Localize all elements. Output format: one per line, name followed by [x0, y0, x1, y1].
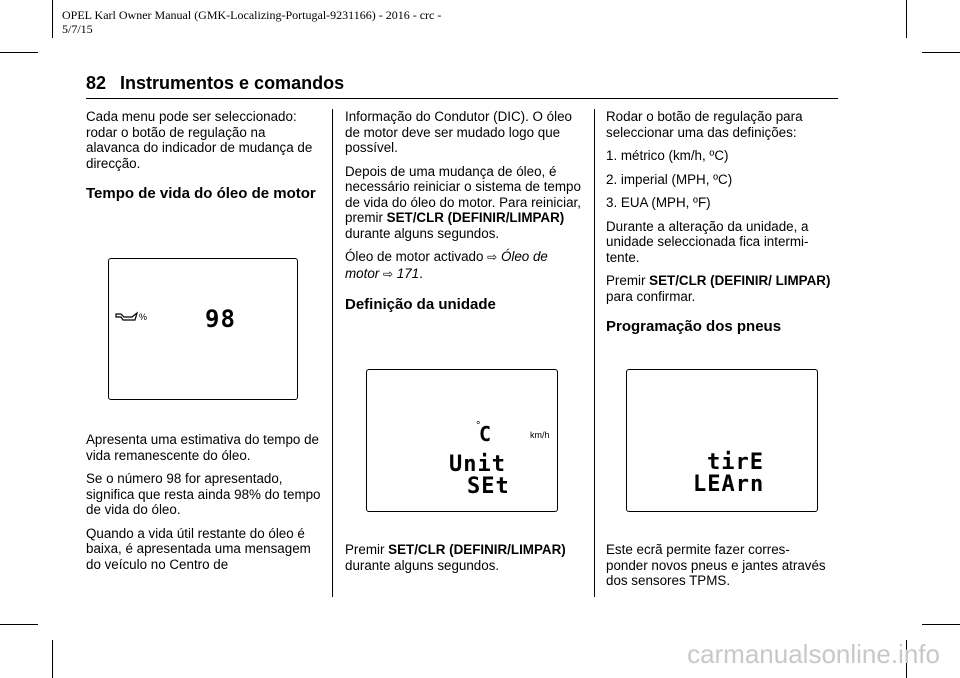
option-item: 2. imperial (MPH, ºC)	[606, 171, 733, 187]
text: Depois de uma mudança de óleo, é necessário reiniciar o sistema de tempo de vida do óleo do motor. Para reiniciar, premir	[345, 163, 581, 225]
column-3-lower	[606, 542, 832, 597]
option-item: 3. EUA (MPH, ºF)	[606, 195, 711, 210]
paragraph	[345, 542, 581, 573]
paragraph: Este ecrã permite fazer corres- ponder novos pneus e jantes através dos sensores TPMS.	[606, 542, 826, 588]
print-header	[62, 8, 441, 36]
text: durante alguns segundos.	[345, 225, 500, 241]
reference-link[interactable]: Óleo de motor	[345, 249, 548, 281]
text: .	[419, 265, 423, 281]
column-1	[86, 109, 322, 210]
text: Premir	[345, 542, 389, 557]
text: durante alguns segundos.	[345, 557, 500, 573]
text: Óleo de motor activado	[345, 249, 488, 264]
crop-mark	[0, 52, 38, 53]
crop-mark	[52, 640, 53, 678]
crop-mark	[922, 624, 960, 625]
column-separator	[332, 109, 333, 597]
oil-life-value: 98	[205, 305, 236, 333]
degree-symbol: °	[476, 420, 481, 432]
title-rule	[86, 98, 838, 99]
paragraph	[345, 164, 581, 242]
crop-mark	[52, 0, 53, 38]
page-title	[86, 73, 344, 94]
reference-arrow-icon: ⇨	[382, 266, 394, 281]
section-heading: Tempo de vida do óleo de motor	[86, 185, 316, 202]
option-item: 1. métrico (km/h, ºC)	[606, 148, 729, 163]
paragraph: Quando a vida útil restante do óleo é baixa, é apresentada uma mensagem do veículo no Centro de	[86, 525, 311, 572]
crop-mark	[0, 624, 38, 625]
oil-can-icon	[115, 311, 139, 323]
paragraph: Rodar o botão de regulação para seleccionar uma das definições:	[606, 109, 803, 140]
paragraph: Informação do Condutor (DIC). O óleo de motor deve ser mudado logo que possível.	[345, 109, 573, 155]
text: Premir	[606, 273, 650, 288]
watermark: carmanualsonline.info	[687, 639, 940, 669]
column-2-lower	[345, 542, 581, 581]
display-line-1: Unit	[449, 452, 506, 477]
paragraph: Apresenta uma estimativa do tempo de vida remanescente do óleo.	[86, 432, 319, 463]
button-name: SET/CLR (DEFINIR/LIMPAR)	[388, 542, 566, 557]
reference-arrow-icon: ⇨	[487, 250, 498, 264]
paragraph: Durante a alteração da unidade, a unidade seleccionada fica intermi- tente.	[606, 218, 809, 265]
unit-setting-display	[366, 369, 558, 512]
crop-mark	[922, 52, 960, 53]
tire-learn-display	[626, 369, 818, 512]
display-line-2: SEt	[467, 474, 510, 499]
section-heading: Programação dos pneus	[606, 318, 782, 335]
percent-unit: %	[139, 312, 148, 322]
section-heading: Definição da unidade	[345, 296, 496, 313]
reference-page[interactable]: 171	[396, 265, 420, 281]
page-number: 82	[86, 73, 107, 93]
column-1-lower	[86, 432, 322, 580]
oil-life-display	[108, 258, 298, 400]
column-separator	[594, 109, 595, 597]
column-3	[606, 109, 832, 343]
button-name: SET/CLR (DEFINIR/ LIMPAR)	[649, 273, 831, 288]
section-title: Instrumentos e comandos	[120, 73, 345, 93]
paragraph	[345, 249, 581, 282]
celsius-symbol: C	[479, 422, 493, 446]
paragraph: Cada menu pode ser seleccionado: rodar o botão de regulação na alavanca do indicador de mudança de direcção.	[86, 109, 313, 171]
print-header-line: OPEL Karl Owner Manual (GMK-Localizing-Portugal-9231166) - 2016 - crc -	[62, 8, 442, 22]
text: para confirmar.	[606, 288, 696, 304]
print-header-date: 5/7/15	[62, 22, 93, 36]
column-2	[345, 109, 581, 321]
paragraph: Se o número 98 for apresentado, significa que resta ainda 98% do tempo de vida do óleo.	[86, 471, 321, 517]
display-line-2: LEArn	[693, 472, 765, 497]
display-line-1: tirE	[707, 450, 764, 475]
paragraph	[606, 273, 832, 304]
speed-unit: km/h	[530, 430, 550, 440]
crop-mark	[906, 0, 907, 38]
button-name: SET/CLR (DEFINIR/LIMPAR)	[386, 210, 565, 225]
